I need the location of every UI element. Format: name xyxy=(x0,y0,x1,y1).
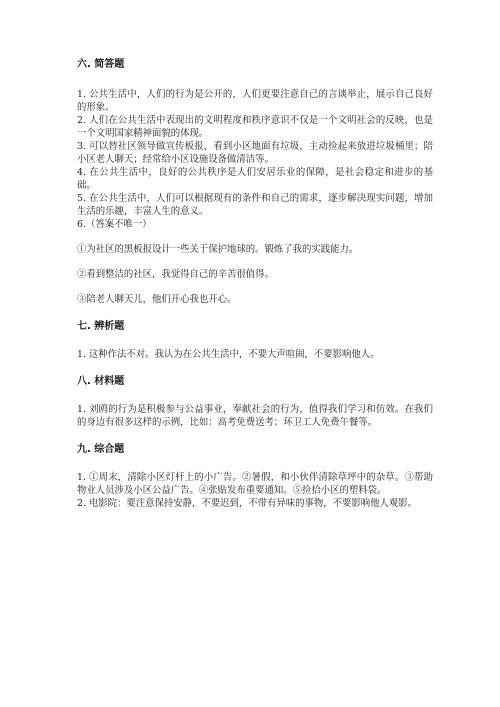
section-title-short-answer: 六. 简答题 xyxy=(77,59,125,70)
answer-item: 1. ①周末，清除小区灯杆上的小广告。②暑假，和小伙伴清除草坪中的杂草。③帮助物业人员涉及小区公益广告。④张贴发布重要通知。⑤捡拾小区的塑料袋。 xyxy=(77,472,433,496)
answer-item: 4. 在公共生活中，良好的公共秩序是人们安居乐业的保障，是社会稳定和进步的基础。 xyxy=(77,167,433,191)
answer-item: 1. 刘鸥的行为是积极参与公益事业，奉献社会的行为，值得我们学习和仿效。在我们的身边有很多这样的示例，比如：高考免费送考；环卫工人免费午餐等。 xyxy=(77,404,433,428)
section-title-analysis: 七. 辨析题 xyxy=(77,321,125,332)
answer-extra: ②看到整洁的社区，我觉得自己的辛苦很值得。 xyxy=(77,269,274,280)
answer-item: 5. 在公共生活中，人们可以根据现有的条件和自己的需求，逐步解决现实问题，增加生活的乐趣，丰富人生的意义。 xyxy=(77,193,433,217)
answer-item: 2. 电影院：要注意保持安静，不要迟到，不带有异味的事物，不要影响他人观影。 xyxy=(77,498,418,509)
answer-extra: ③陪老人聊天儿，他们开心我也开心。 xyxy=(77,294,237,305)
answer-item: 1. 公共生活中，人们的行为是公开的，人们更要注意自己的言谈举止，展示自己良好的形象。 xyxy=(77,89,433,113)
section-title-comprehensive: 九. 综合题 xyxy=(77,444,125,455)
answer-item: 1. 这种作法不对。我认为在公共生活中，不要大声喧闹，不要影响他人。 xyxy=(77,349,380,360)
answer-item: 3. 可以替社区领导做宣传板报，看到小区地面有垃圾，主动捡起来放进垃圾桶里；陪小区老人聊天；经常给小区设施设备做清洁等。 xyxy=(77,141,433,165)
answer-extra: ①为社区的黑板报设计一些关于保护地球的。锻炼了我的实践能力。 xyxy=(77,244,359,255)
section-title-material: 八. 材料题 xyxy=(77,376,125,387)
answer-item: 6.（答案不唯一） xyxy=(77,219,152,230)
answer-item: 2. 人们在公共生活中表现出的文明程度和秩序意识不仅是一个文明社会的反映，也是一个文明国家精神面貌的体现。 xyxy=(77,115,433,139)
document-page xyxy=(77,58,433,510)
